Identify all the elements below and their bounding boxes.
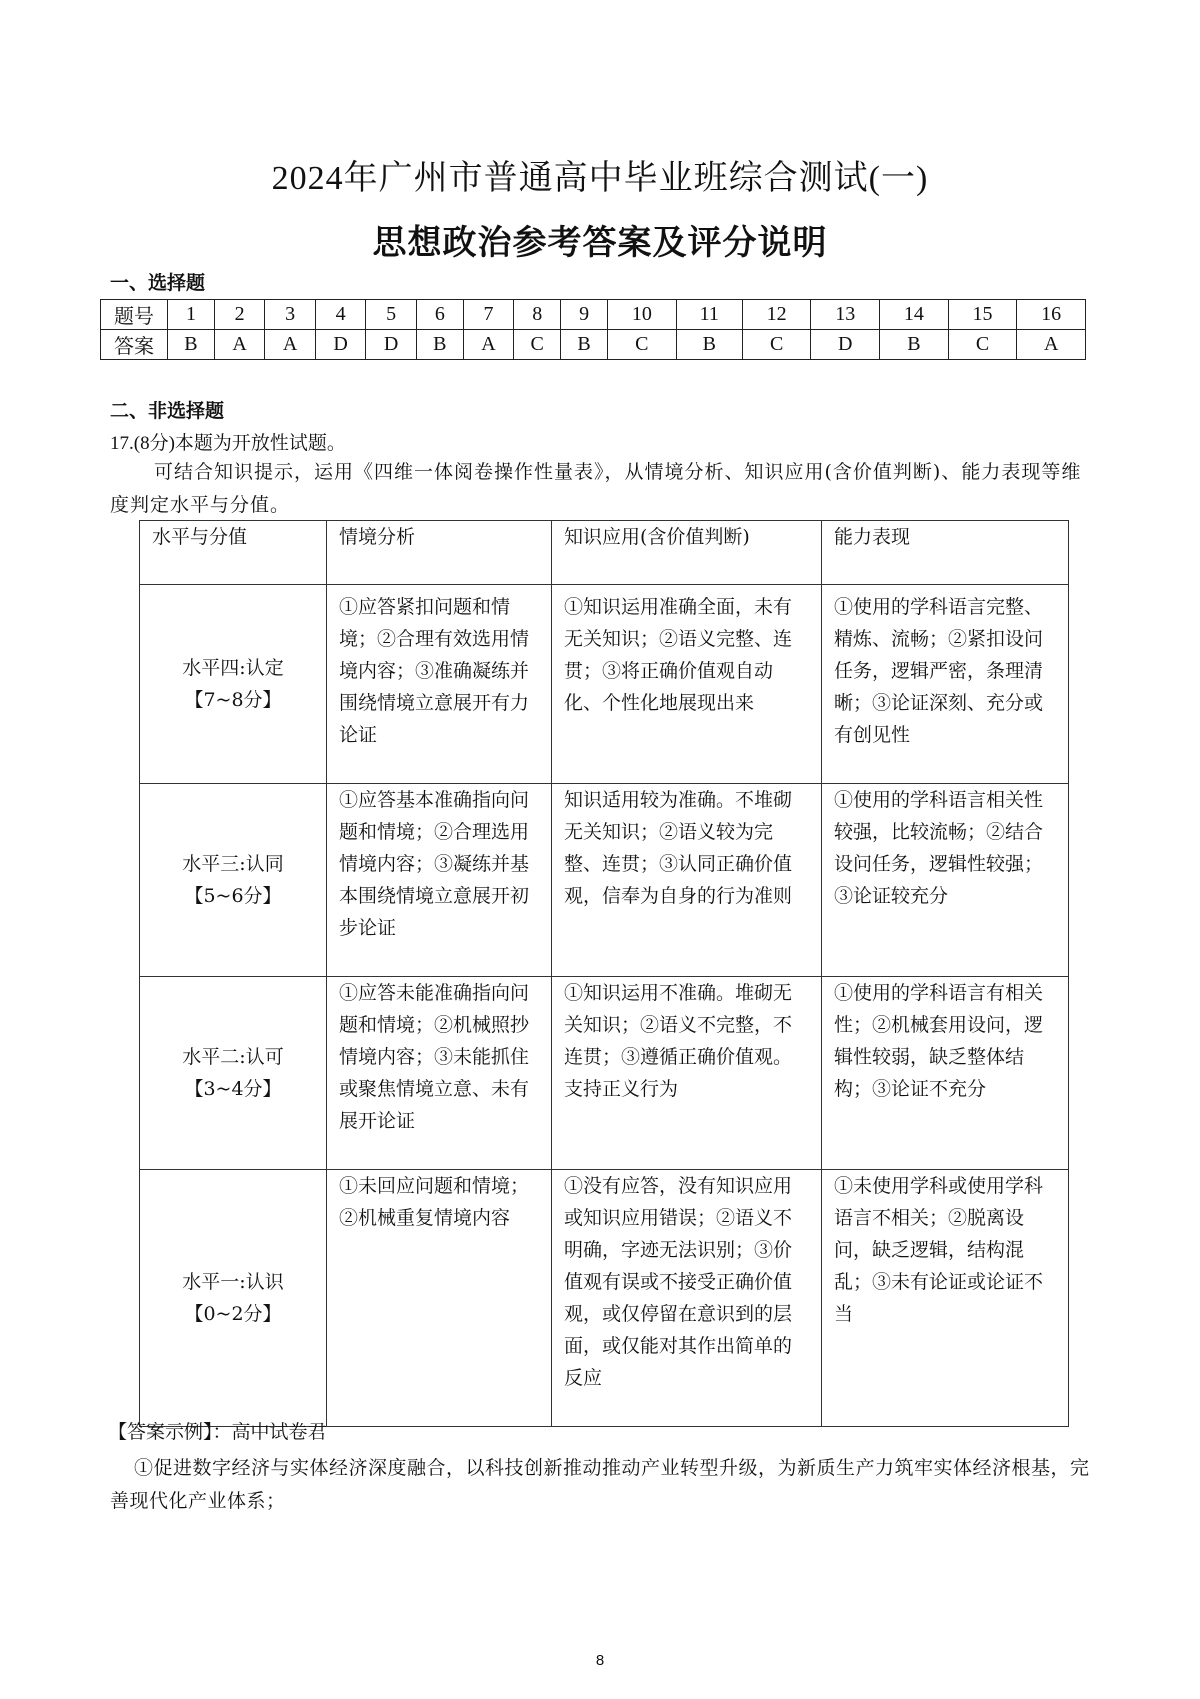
answer-cell: D (315, 330, 366, 360)
rubric-situation: ①应答未能准确指向问题和情境；②机械照抄情境内容；③未能抓住或聚焦情境立意、未有展开论证 (327, 977, 552, 1170)
rubric-ability: ①使用的学科语言有相关性；②机械套用设问，逻辑性较弱，缺乏整体结构；③论证不充分 (822, 977, 1069, 1170)
rubric-situation: ①应答基本准确指向问题和情境；②合理选用情境内容；③凝练并基本围绕情境立意展开初步论证 (327, 784, 552, 977)
answer-cell: B (561, 330, 608, 360)
answer-table (100, 299, 1086, 360)
question-number: 5 (366, 300, 417, 330)
page-subtitle: 思想政治参考答案及评分说明 (372, 223, 828, 263)
rubric-header: 情境分析 (327, 521, 552, 585)
section-heading-choice: 一、选择题 (110, 272, 206, 294)
rubric-table (139, 520, 1069, 1427)
answer-table-answers-row (101, 330, 1086, 360)
question-number: 11 (676, 300, 742, 330)
question-number: 10 (608, 300, 677, 330)
rubric-level: 水平一:认识【0~2分】 (140, 1170, 327, 1427)
rubric-situation: ①未回应问题和情境；②机械重复情境内容 (327, 1170, 552, 1427)
answer-cell: A (1017, 330, 1086, 360)
answer-cell: A (214, 330, 265, 360)
question-number: 7 (463, 300, 514, 330)
question-number: 12 (742, 300, 811, 330)
question-number: 14 (880, 300, 949, 330)
answer-cell: B (168, 330, 215, 360)
rubric-row (140, 1170, 1069, 1427)
question-17-intro: 可结合知识提示，运用《四维一体阅卷操作性量表》，从情境分析、知识应用(含价值判断)、能力表现等维度判定水平与分值。 (110, 461, 1082, 516)
rubric-level: 水平四:认定【7~8分】 (140, 585, 327, 784)
answer-cell: C (742, 330, 811, 360)
row-label-answer: 答案 (101, 330, 168, 360)
rubric-knowledge: ①知识运用不准确。堆砌无关知识；②语义不完整，不连贯；③遵循正确价值观。支持正义行为 (552, 977, 822, 1170)
rubric-knowledge: ①知识运用准确全面，未有无关知识；②语义完整、连贯；③将正确价值观自动化、个性化地展现出来 (552, 585, 822, 784)
rubric-header: 水平与分值 (140, 521, 327, 585)
answer-cell: C (514, 330, 561, 360)
question-number: 13 (811, 300, 880, 330)
rubric-header: 能力表现 (822, 521, 1069, 585)
rubric-level: 水平二:认可【3~4分】 (140, 977, 327, 1170)
answer-example-point-1: ①促进数字经济与实体经济深度融合，以科技创新推动推动产业转型升级，为新质生产力筑牢实体经济根基，完善现代化产业体系； (110, 1457, 1090, 1512)
rubric-ability: ①使用的学科语言相关性较强，比较流畅；②结合设问任务，逻辑性较强；③论证较充分 (822, 784, 1069, 977)
rubric-situation: ①应答紧扣问题和情境；②合理有效选用情境内容；③准确凝练并围绕情境立意展开有力论证 (327, 585, 552, 784)
rubric-ability: ①使用的学科语言完整、精炼、流畅；②紧扣设问任务，逻辑严密，条理清晰；③论证深刻、充分或有创见性 (822, 585, 1069, 784)
rubric-level: 水平三:认同【5~6分】 (140, 784, 327, 977)
question-number: 16 (1017, 300, 1086, 330)
page-number: 8 (595, 1652, 605, 1669)
rubric-ability: ①未使用学科或使用学科语言不相关；②脱离设问，缺乏逻辑，结构混乱；③未有论证或论证不当 (822, 1170, 1069, 1427)
page-title: 2024年广州市普通高中毕业班综合测试(一) (271, 160, 929, 197)
question-number: 1 (168, 300, 215, 330)
answer-cell: C (608, 330, 677, 360)
rubric-header-row (140, 521, 1069, 585)
rubric-row (140, 585, 1069, 784)
question-number: 3 (265, 300, 316, 330)
question-number: 9 (561, 300, 608, 330)
rubric-knowledge: 知识适用较为准确。不堆砌无关知识；②语义较为完整、连贯；③认同正确价值观，信奉为自身的行为准则 (552, 784, 822, 977)
rubric-knowledge: ①没有应答，没有知识应用或知识应用错误；②语义不明确，字迹无法识别；③价值观有误或不接受正确价值观，或仅停留在意识到的层面，或仅能对其作出简单的反应 (552, 1170, 822, 1427)
row-label-question: 题号 (101, 300, 168, 330)
answer-table-numbers-row (101, 300, 1086, 330)
question-number: 6 (416, 300, 463, 330)
answer-cell: B (416, 330, 463, 360)
section-heading-open: 二、非选择题 (110, 400, 225, 422)
rubric-row (140, 977, 1069, 1170)
answer-cell: B (880, 330, 949, 360)
answer-cell: A (265, 330, 316, 360)
answer-example-label: 【答案示例】：高中试卷君 (108, 1422, 327, 1443)
question-number: 15 (948, 300, 1017, 330)
answer-cell: C (948, 330, 1017, 360)
answer-cell: D (811, 330, 880, 360)
question-number: 8 (514, 300, 561, 330)
rubric-header: 知识应用(含价值判断) (552, 521, 822, 585)
question-number: 4 (315, 300, 366, 330)
answer-cell: D (366, 330, 417, 360)
answer-cell: A (463, 330, 514, 360)
question-17-heading: 17.(8分)本题为开放性试题。 (110, 433, 346, 454)
rubric-row (140, 784, 1069, 977)
answer-cell: B (676, 330, 742, 360)
question-number: 2 (214, 300, 265, 330)
